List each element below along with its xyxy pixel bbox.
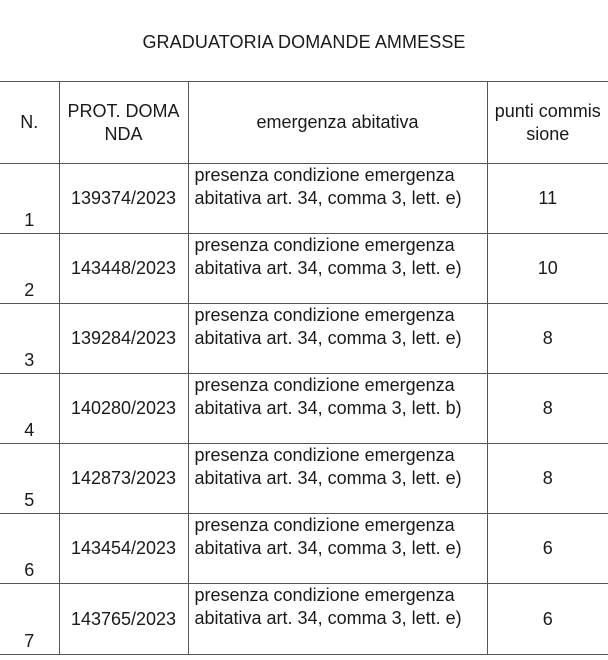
cell-emergency: presenza condizione emergenza abitativa art. 34, comma 3, lett. b) — [188, 374, 487, 444]
cell-number: 6 — [0, 514, 59, 584]
table-row — [0, 374, 608, 444]
cell-points: 8 — [487, 304, 608, 374]
cell-points: 10 — [487, 234, 608, 304]
cell-emergency: presenza condizione emergenza abitativa art. 34, comma 3, lett. e) — [188, 444, 487, 514]
cell-emergency: presenza condizione emergenza abitativa art. 34, comma 3, lett. e) — [188, 164, 487, 234]
cell-number: 4 — [0, 374, 59, 444]
cell-points: 6 — [487, 514, 608, 584]
cell-protocol: 139284/2023 — [59, 304, 188, 374]
cell-points: 8 — [487, 444, 608, 514]
table-row — [0, 164, 608, 234]
table-row — [0, 234, 608, 304]
cell-emergency: presenza condizione emergenza abitativa art. 34, comma 3, lett. e) — [188, 514, 487, 584]
column-header-protocol: PROT. DOMANDA — [59, 82, 188, 164]
cell-protocol: 139374/2023 — [59, 164, 188, 234]
cell-protocol: 143765/2023 — [59, 584, 188, 655]
column-header-emergency: emergenza abitativa — [188, 82, 487, 164]
ranking-table — [0, 81, 608, 655]
cell-emergency: presenza condizione emergenza abitativa art. 34, comma 3, lett. e) — [188, 584, 487, 655]
cell-number: 1 — [0, 164, 59, 234]
cell-protocol: 143454/2023 — [59, 514, 188, 584]
table-header-row — [0, 82, 608, 164]
cell-points: 6 — [487, 584, 608, 655]
cell-protocol: 140280/2023 — [59, 374, 188, 444]
cell-protocol: 142873/2023 — [59, 444, 188, 514]
cell-emergency: presenza condizione emergenza abitativa art. 34, comma 3, lett. e) — [188, 304, 487, 374]
table-row — [0, 584, 608, 655]
table-row — [0, 514, 608, 584]
cell-number: 3 — [0, 304, 59, 374]
cell-number: 7 — [0, 584, 59, 655]
cell-protocol: 143448/2023 — [59, 234, 188, 304]
cell-points: 8 — [487, 374, 608, 444]
cell-number: 5 — [0, 444, 59, 514]
column-header-number: N. — [0, 82, 59, 164]
cell-number: 2 — [0, 234, 59, 304]
table-row — [0, 304, 608, 374]
cell-emergency: presenza condizione emergenza abitativa art. 34, comma 3, lett. e) — [188, 234, 487, 304]
cell-points: 11 — [487, 164, 608, 234]
column-header-points: punti commissione — [487, 82, 608, 164]
table-row — [0, 444, 608, 514]
page-title: GRADUATORIA DOMANDE AMMESSE — [142, 32, 466, 52]
